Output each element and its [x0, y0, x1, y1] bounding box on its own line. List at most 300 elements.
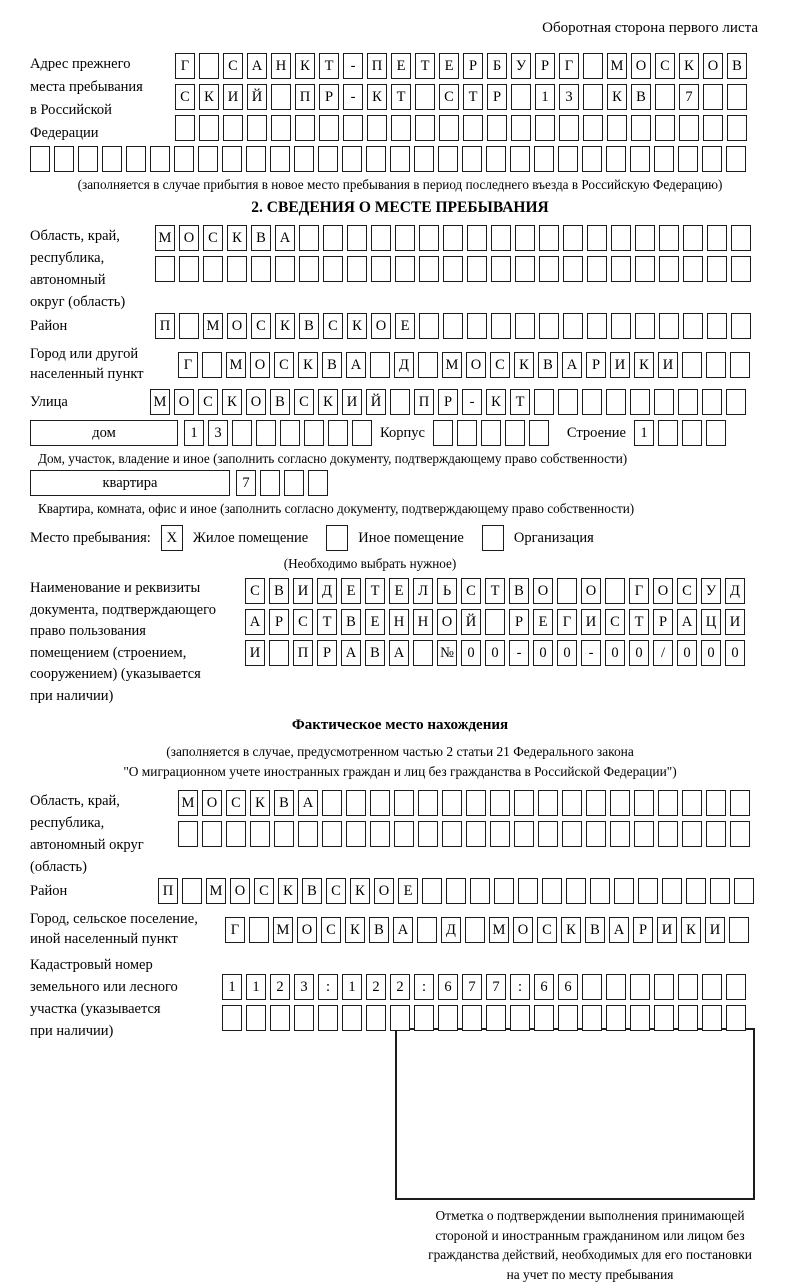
char-cell[interactable]: А [346, 352, 366, 378]
char-cell[interactable] [318, 1005, 338, 1031]
char-cell[interactable] [659, 225, 679, 251]
char-cell[interactable]: С [490, 352, 510, 378]
char-cell[interactable]: К [367, 84, 387, 110]
char-cell[interactable] [30, 146, 50, 172]
char-cell[interactable]: С [245, 578, 265, 604]
char-cell[interactable] [558, 1005, 578, 1031]
char-cell[interactable] [270, 146, 290, 172]
char-cell[interactable]: 0 [629, 640, 649, 666]
char-cell[interactable] [710, 878, 730, 904]
char-cell[interactable]: Р [319, 84, 339, 110]
char-cell[interactable]: Д [725, 578, 745, 604]
char-cell[interactable] [659, 256, 679, 282]
char-cell[interactable]: О [202, 790, 222, 816]
char-cell[interactable]: А [247, 53, 267, 79]
char-cell[interactable]: В [322, 352, 342, 378]
char-cell[interactable] [126, 146, 146, 172]
char-cell[interactable] [371, 225, 391, 251]
char-cell[interactable] [222, 146, 242, 172]
char-cell[interactable]: С [203, 225, 223, 251]
char-cell[interactable]: М [607, 53, 627, 79]
char-cell[interactable] [731, 225, 751, 251]
char-cell[interactable] [535, 115, 555, 141]
char-cell[interactable]: О [466, 352, 486, 378]
char-cell[interactable]: Р [509, 609, 529, 635]
char-cell[interactable]: И [581, 609, 601, 635]
char-cell[interactable]: И [657, 917, 677, 943]
char-cell[interactable] [726, 389, 746, 415]
char-cell[interactable]: Т [485, 578, 505, 604]
char-cell[interactable] [726, 1005, 746, 1031]
char-cell[interactable]: П [293, 640, 313, 666]
char-cell[interactable] [308, 470, 328, 496]
char-cell[interactable]: Е [533, 609, 553, 635]
char-cell[interactable] [729, 917, 749, 943]
char-cell[interactable] [342, 1005, 362, 1031]
char-cell[interactable] [514, 790, 534, 816]
char-cell[interactable]: 0 [485, 640, 505, 666]
char-cell[interactable] [606, 1005, 626, 1031]
char-cell[interactable]: И [223, 84, 243, 110]
char-cell[interactable]: В [631, 84, 651, 110]
char-cell[interactable]: О [533, 578, 553, 604]
char-cell[interactable] [438, 146, 458, 172]
char-cell[interactable] [683, 313, 703, 339]
char-cell[interactable]: 0 [461, 640, 481, 666]
char-cell[interactable] [707, 256, 727, 282]
char-cell[interactable]: В [270, 389, 290, 415]
char-cell[interactable] [443, 313, 463, 339]
char-cell[interactable]: А [298, 790, 318, 816]
char-cell[interactable] [682, 352, 702, 378]
char-cell[interactable] [682, 420, 702, 446]
char-cell[interactable] [529, 420, 549, 446]
char-cell[interactable]: Р [535, 53, 555, 79]
char-cell[interactable] [582, 146, 602, 172]
char-cell[interactable] [419, 256, 439, 282]
char-cell[interactable] [703, 84, 723, 110]
char-cell[interactable] [658, 790, 678, 816]
char-cell[interactable]: К [298, 352, 318, 378]
char-cell[interactable] [682, 790, 702, 816]
char-cell[interactable] [328, 420, 348, 446]
char-cell[interactable]: Р [653, 609, 673, 635]
char-cell[interactable] [457, 420, 477, 446]
char-cell[interactable] [346, 790, 366, 816]
char-cell[interactable] [707, 225, 727, 251]
char-cell[interactable]: О [174, 389, 194, 415]
char-cell[interactable]: Д [317, 578, 337, 604]
char-cell[interactable]: О [581, 578, 601, 604]
other-premises-checkbox[interactable] [326, 525, 348, 551]
char-cell[interactable]: 0 [533, 640, 553, 666]
char-cell[interactable]: К [347, 313, 367, 339]
char-cell[interactable] [155, 256, 175, 282]
char-cell[interactable] [630, 389, 650, 415]
char-cell[interactable]: У [701, 578, 721, 604]
char-cell[interactable] [299, 256, 319, 282]
char-cell[interactable] [395, 225, 415, 251]
char-cell[interactable]: К [318, 389, 338, 415]
char-cell[interactable] [250, 821, 270, 847]
char-cell[interactable] [606, 146, 626, 172]
char-cell[interactable] [703, 115, 723, 141]
char-cell[interactable]: 3 [208, 420, 228, 446]
char-cell[interactable]: Р [487, 84, 507, 110]
char-cell[interactable] [582, 1005, 602, 1031]
char-cell[interactable]: Ь [437, 578, 457, 604]
char-cell[interactable] [490, 790, 510, 816]
char-cell[interactable] [294, 1005, 314, 1031]
char-cell[interactable]: 1 [222, 974, 242, 1000]
char-cell[interactable] [322, 821, 342, 847]
char-cell[interactable]: О [653, 578, 673, 604]
char-cell[interactable]: А [393, 917, 413, 943]
char-cell[interactable] [486, 146, 506, 172]
char-cell[interactable] [467, 225, 487, 251]
char-cell[interactable]: / [653, 640, 673, 666]
char-cell[interactable] [655, 115, 675, 141]
char-cell[interactable]: О [230, 878, 250, 904]
char-cell[interactable]: № [437, 640, 457, 666]
char-cell[interactable] [583, 84, 603, 110]
char-cell[interactable]: Е [398, 878, 418, 904]
char-cell[interactable] [558, 389, 578, 415]
char-cell[interactable]: 0 [725, 640, 745, 666]
char-cell[interactable] [346, 821, 366, 847]
char-cell[interactable] [586, 790, 606, 816]
char-cell[interactable]: О [703, 53, 723, 79]
char-cell[interactable] [606, 389, 626, 415]
char-cell[interactable]: О [513, 917, 533, 943]
char-cell[interactable] [462, 1005, 482, 1031]
char-cell[interactable] [443, 225, 463, 251]
char-cell[interactable] [731, 313, 751, 339]
char-cell[interactable]: М [203, 313, 223, 339]
char-cell[interactable] [462, 146, 482, 172]
char-cell[interactable]: Р [633, 917, 653, 943]
char-cell[interactable]: С [323, 313, 343, 339]
char-cell[interactable]: В [365, 640, 385, 666]
char-cell[interactable] [481, 420, 501, 446]
char-cell[interactable] [414, 1005, 434, 1031]
char-cell[interactable]: П [158, 878, 178, 904]
char-cell[interactable]: Д [394, 352, 414, 378]
char-cell[interactable] [702, 1005, 722, 1031]
char-cell[interactable]: О [250, 352, 270, 378]
char-cell[interactable] [470, 878, 490, 904]
char-cell[interactable]: 0 [557, 640, 577, 666]
char-cell[interactable]: Г [557, 609, 577, 635]
char-cell[interactable] [298, 821, 318, 847]
char-cell[interactable] [654, 146, 674, 172]
char-cell[interactable] [415, 115, 435, 141]
char-cell[interactable] [227, 256, 247, 282]
char-cell[interactable]: Р [586, 352, 606, 378]
char-cell[interactable] [534, 1005, 554, 1031]
char-cell[interactable] [563, 313, 583, 339]
char-cell[interactable] [605, 578, 625, 604]
char-cell[interactable] [249, 917, 269, 943]
char-cell[interactable] [246, 146, 266, 172]
char-cell[interactable]: В [341, 609, 361, 635]
char-cell[interactable] [682, 821, 702, 847]
char-cell[interactable]: Е [395, 313, 415, 339]
char-cell[interactable] [465, 917, 485, 943]
char-cell[interactable]: Е [341, 578, 361, 604]
char-cell[interactable]: 6 [558, 974, 578, 1000]
char-cell[interactable] [518, 878, 538, 904]
char-cell[interactable] [413, 640, 433, 666]
char-cell[interactable] [371, 256, 391, 282]
char-cell[interactable]: К [295, 53, 315, 79]
char-cell[interactable] [730, 790, 750, 816]
char-cell[interactable]: К [199, 84, 219, 110]
char-cell[interactable] [514, 821, 534, 847]
char-cell[interactable] [299, 225, 319, 251]
char-cell[interactable] [630, 974, 650, 1000]
char-cell[interactable] [270, 1005, 290, 1031]
char-cell[interactable] [557, 578, 577, 604]
char-cell[interactable] [539, 256, 559, 282]
char-cell[interactable] [417, 917, 437, 943]
char-cell[interactable] [419, 225, 439, 251]
char-cell[interactable] [78, 146, 98, 172]
char-cell[interactable]: : [510, 974, 530, 1000]
char-cell[interactable] [304, 420, 324, 446]
char-cell[interactable] [583, 115, 603, 141]
char-cell[interactable]: В [585, 917, 605, 943]
char-cell[interactable]: К [679, 53, 699, 79]
char-cell[interactable] [654, 974, 674, 1000]
char-cell[interactable] [466, 821, 486, 847]
char-cell[interactable] [271, 84, 291, 110]
char-cell[interactable]: 2 [270, 974, 290, 1000]
char-cell[interactable] [418, 821, 438, 847]
char-cell[interactable]: 6 [534, 974, 554, 1000]
char-cell[interactable]: С [198, 389, 218, 415]
char-cell[interactable] [366, 146, 386, 172]
char-cell[interactable] [226, 821, 246, 847]
char-cell[interactable]: О [371, 313, 391, 339]
char-cell[interactable]: М [273, 917, 293, 943]
char-cell[interactable]: С [677, 578, 697, 604]
char-cell[interactable]: Г [629, 578, 649, 604]
char-cell[interactable] [727, 84, 747, 110]
char-cell[interactable]: 7 [486, 974, 506, 1000]
char-cell[interactable]: И [342, 389, 362, 415]
char-cell[interactable]: Д [441, 917, 461, 943]
char-cell[interactable] [433, 420, 453, 446]
char-cell[interactable]: К [222, 389, 242, 415]
char-cell[interactable]: С [223, 53, 243, 79]
char-cell[interactable] [590, 878, 610, 904]
char-cell[interactable]: Г [178, 352, 198, 378]
char-cell[interactable] [702, 146, 722, 172]
char-cell[interactable]: А [389, 640, 409, 666]
char-cell[interactable]: 7 [462, 974, 482, 1000]
char-cell[interactable]: А [245, 609, 265, 635]
char-cell[interactable] [606, 974, 626, 1000]
char-cell[interactable] [442, 790, 462, 816]
char-cell[interactable] [635, 256, 655, 282]
char-cell[interactable] [634, 790, 654, 816]
char-cell[interactable]: П [414, 389, 434, 415]
char-cell[interactable] [607, 115, 627, 141]
char-cell[interactable]: С [605, 609, 625, 635]
char-cell[interactable] [199, 115, 219, 141]
char-cell[interactable]: С [294, 389, 314, 415]
char-cell[interactable]: 1 [184, 420, 204, 446]
char-cell[interactable] [467, 256, 487, 282]
char-cell[interactable]: Е [391, 53, 411, 79]
char-cell[interactable]: 0 [677, 640, 697, 666]
char-cell[interactable]: П [155, 313, 175, 339]
char-cell[interactable] [443, 256, 463, 282]
char-cell[interactable]: В [302, 878, 322, 904]
char-cell[interactable]: Т [510, 389, 530, 415]
char-cell[interactable]: К [486, 389, 506, 415]
char-cell[interactable] [347, 225, 367, 251]
char-cell[interactable]: К [350, 878, 370, 904]
char-cell[interactable] [232, 420, 252, 446]
char-cell[interactable]: Й [247, 84, 267, 110]
char-cell[interactable]: 3 [559, 84, 579, 110]
char-cell[interactable] [654, 389, 674, 415]
char-cell[interactable]: С [251, 313, 271, 339]
char-cell[interactable]: С [655, 53, 675, 79]
char-cell[interactable] [582, 389, 602, 415]
char-cell[interactable]: 1 [246, 974, 266, 1000]
char-cell[interactable]: В [369, 917, 389, 943]
char-cell[interactable]: И [725, 609, 745, 635]
char-cell[interactable] [439, 115, 459, 141]
char-cell[interactable] [275, 256, 295, 282]
char-cell[interactable] [683, 225, 703, 251]
char-cell[interactable] [610, 790, 630, 816]
char-cell[interactable]: 3 [294, 974, 314, 1000]
char-cell[interactable]: К [681, 917, 701, 943]
char-cell[interactable]: Р [463, 53, 483, 79]
char-cell[interactable]: Т [317, 609, 337, 635]
char-cell[interactable]: - [581, 640, 601, 666]
char-cell[interactable]: О [246, 389, 266, 415]
char-cell[interactable] [446, 878, 466, 904]
char-cell[interactable]: 1 [342, 974, 362, 1000]
char-cell[interactable] [295, 115, 315, 141]
char-cell[interactable]: С [175, 84, 195, 110]
char-cell[interactable]: П [367, 53, 387, 79]
char-cell[interactable]: 0 [605, 640, 625, 666]
char-cell[interactable] [534, 389, 554, 415]
char-cell[interactable] [294, 146, 314, 172]
char-cell[interactable] [322, 790, 342, 816]
char-cell[interactable]: М [178, 790, 198, 816]
char-cell[interactable]: 6 [438, 974, 458, 1000]
char-cell[interactable] [611, 313, 631, 339]
char-cell[interactable] [222, 1005, 242, 1031]
char-cell[interactable] [367, 115, 387, 141]
char-cell[interactable] [734, 878, 754, 904]
char-cell[interactable] [562, 821, 582, 847]
char-cell[interactable] [438, 1005, 458, 1031]
char-cell[interactable] [463, 115, 483, 141]
char-cell[interactable] [539, 225, 559, 251]
char-cell[interactable]: Н [413, 609, 433, 635]
char-cell[interactable]: О [297, 917, 317, 943]
char-cell[interactable] [587, 313, 607, 339]
char-cell[interactable] [390, 146, 410, 172]
char-cell[interactable]: - [343, 84, 363, 110]
char-cell[interactable]: М [489, 917, 509, 943]
char-cell[interactable]: Л [413, 578, 433, 604]
char-cell[interactable] [418, 352, 438, 378]
char-cell[interactable] [390, 1005, 410, 1031]
char-cell[interactable]: В [299, 313, 319, 339]
char-cell[interactable]: К [250, 790, 270, 816]
char-cell[interactable] [505, 420, 525, 446]
char-cell[interactable]: И [705, 917, 725, 943]
char-cell[interactable] [510, 1005, 530, 1031]
char-cell[interactable] [319, 115, 339, 141]
char-cell[interactable] [323, 225, 343, 251]
char-cell[interactable] [614, 878, 634, 904]
char-cell[interactable] [726, 974, 746, 1000]
char-cell[interactable] [630, 1005, 650, 1031]
char-cell[interactable] [706, 352, 726, 378]
char-cell[interactable] [199, 53, 219, 79]
char-cell[interactable]: А [562, 352, 582, 378]
char-cell[interactable] [658, 420, 678, 446]
char-cell[interactable] [631, 115, 651, 141]
residential-checkbox[interactable]: X [161, 525, 183, 551]
char-cell[interactable] [179, 256, 199, 282]
char-cell[interactable] [394, 821, 414, 847]
char-cell[interactable]: 0 [701, 640, 721, 666]
char-cell[interactable] [260, 470, 280, 496]
char-cell[interactable] [419, 313, 439, 339]
char-cell[interactable] [202, 352, 222, 378]
char-cell[interactable] [638, 878, 658, 904]
char-cell[interactable]: Г [175, 53, 195, 79]
char-cell[interactable] [366, 1005, 386, 1031]
char-cell[interactable] [678, 974, 698, 1000]
char-cell[interactable] [630, 146, 650, 172]
char-cell[interactable] [662, 878, 682, 904]
char-cell[interactable] [102, 146, 122, 172]
char-cell[interactable]: Р [317, 640, 337, 666]
char-cell[interactable] [563, 256, 583, 282]
char-cell[interactable]: П [295, 84, 315, 110]
char-cell[interactable] [54, 146, 74, 172]
char-cell[interactable] [706, 420, 726, 446]
char-cell[interactable]: Г [225, 917, 245, 943]
char-cell[interactable] [422, 878, 442, 904]
char-cell[interactable] [178, 821, 198, 847]
char-cell[interactable] [582, 974, 602, 1000]
char-cell[interactable]: 1 [535, 84, 555, 110]
char-cell[interactable]: Т [629, 609, 649, 635]
char-cell[interactable] [730, 352, 750, 378]
char-cell[interactable]: А [275, 225, 295, 251]
char-cell[interactable]: В [538, 352, 558, 378]
char-cell[interactable]: М [155, 225, 175, 251]
char-cell[interactable]: С [254, 878, 274, 904]
char-cell[interactable]: Г [559, 53, 579, 79]
char-cell[interactable] [559, 115, 579, 141]
char-cell[interactable] [511, 84, 531, 110]
char-cell[interactable] [587, 256, 607, 282]
